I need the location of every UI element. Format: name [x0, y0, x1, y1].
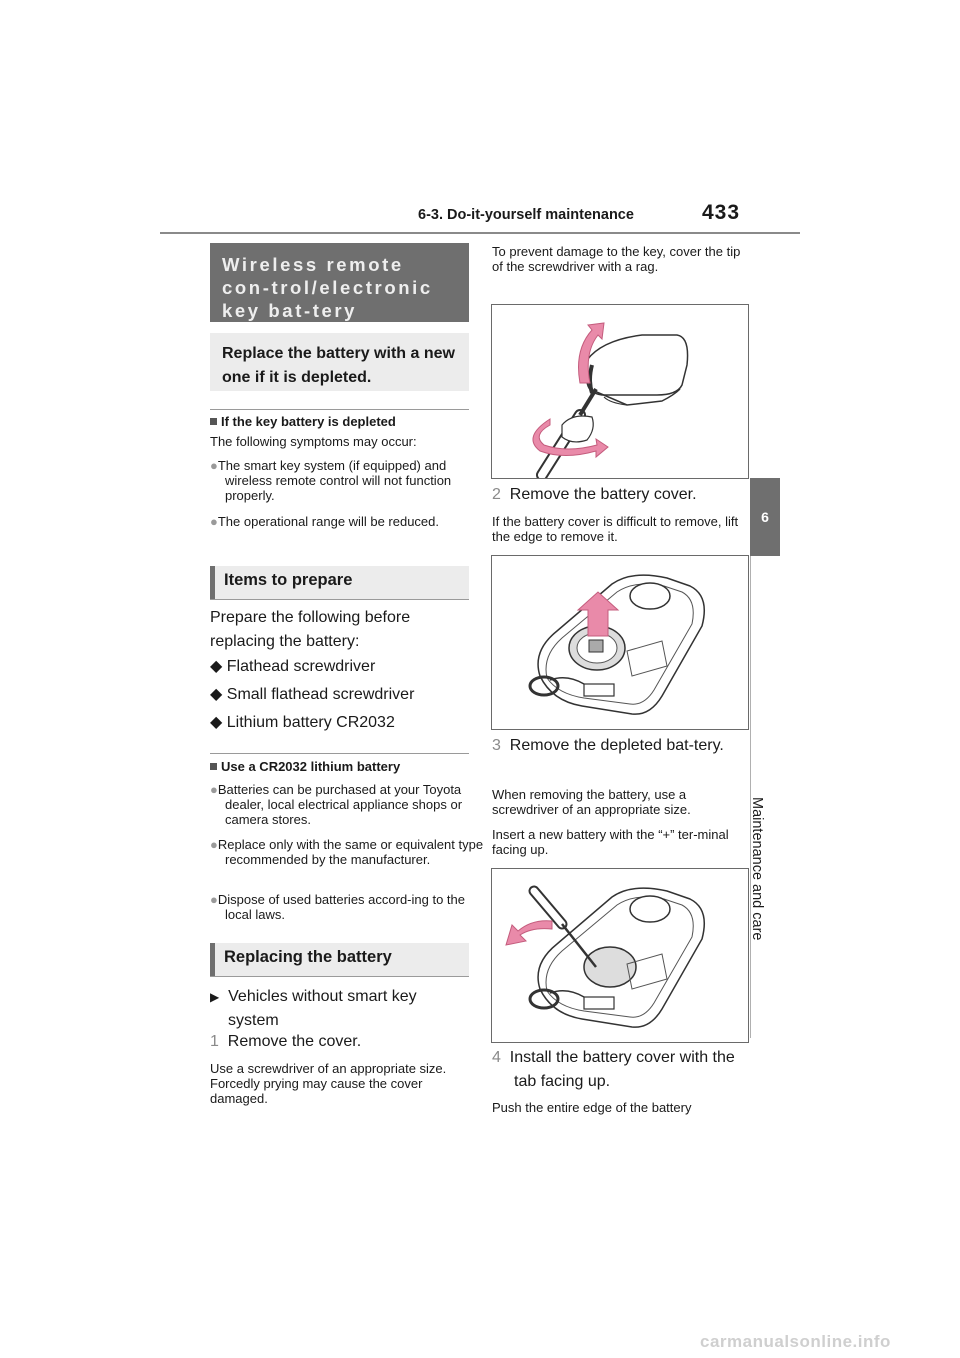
svg-text:carmanualsonline.info: carmanualsonline.info — [700, 1332, 891, 1351]
note-bullet: ●The operational range will be reduced. — [210, 514, 439, 529]
note-bullet: ●Batteries can be purchased at your Toyota dealer, local electrical appliance shops or camera stores. — [210, 782, 463, 827]
note-heading-text: If the key battery is depleted — [221, 414, 396, 429]
step-text: Remove the depleted bat-tery. — [509, 737, 724, 754]
diamond-bullet-icon: ◆ — [210, 658, 223, 675]
square-bullet-icon — [210, 763, 217, 770]
watermark-logo — [700, 1330, 940, 1357]
section-heading-replacing: Replacing the battery — [210, 943, 469, 976]
note-intro: The following symptoms may occur: — [210, 434, 417, 449]
step-text: Remove the cover. — [227, 1033, 362, 1050]
watermark-icon — [700, 1330, 940, 1352]
list-item: ◆ Small flathead screwdriver — [210, 686, 415, 703]
section-heading-items: Items to prepare — [210, 566, 469, 599]
section-heading-rule — [210, 976, 469, 977]
circle-bullet-icon: ● — [210, 514, 218, 529]
vehicle-type-heading: ▶ Vehicles without smart key system — [210, 988, 417, 1029]
note-divider — [210, 753, 469, 754]
note-bullet: ●The smart key system (if equipped) and wireless remote control will not function properly. — [210, 458, 452, 503]
diamond-bullet-icon: ◆ — [210, 714, 223, 731]
section-title: 6-3. Do-it-yourself maintenance — [418, 207, 634, 223]
note-bullet: ●Replace only with the same or equivalent type recommended by the manufacturer. — [210, 837, 484, 867]
section-heading-rule — [210, 599, 469, 600]
note-heading-text: Use a CR2032 lithium battery — [221, 759, 401, 774]
items-intro: Prepare the following before replacing the battery: — [210, 609, 411, 650]
step-number: 4 — [492, 1049, 501, 1066]
circle-bullet-icon: ● — [210, 458, 218, 473]
chapter-number-tab: 6 — [750, 478, 780, 556]
page-number: 433 — [702, 201, 741, 224]
step-2-note: If the battery cover is difficult to remove, lift the edge to remove it. — [492, 514, 739, 544]
step-number: 2 — [492, 486, 501, 503]
figure-remove-cover — [491, 304, 749, 479]
header-rule — [160, 232, 800, 234]
step-text: Remove the battery cover. — [509, 486, 697, 503]
triangle-bullet-icon: ▶ — [210, 990, 220, 1004]
step-text: Install the battery cover with the tab facing up. — [509, 1049, 735, 1090]
topic-subtitle: Replace the battery with a new one if it is depleted. — [210, 333, 469, 391]
diamond-bullet-icon: ◆ — [210, 686, 223, 703]
step-3-note-terminal: Insert a new battery with the “+” ter-minal facing up. — [492, 827, 729, 857]
step-4 — [492, 1046, 742, 1094]
topic-title: Wireless remote con-trol/electronic key bat-tery — [210, 243, 469, 322]
circle-bullet-icon: ● — [210, 782, 218, 797]
step-3 — [492, 734, 732, 758]
tip-rag-note: To prevent damage to the key, cover the tip of the screwdriver with a rag. — [492, 244, 741, 274]
step-1-note: Use a screwdriver of an appropriate size. Forcedly prying may cause the cover damaged. — [210, 1061, 447, 1106]
step-1 — [210, 1030, 361, 1054]
step-3-note-size: When removing the battery, use a screwdriver of an appropriate size. — [492, 787, 691, 817]
note-bullet: ●Dispose of used batteries accord-ing to the local laws. — [210, 892, 465, 922]
chapter-title-vertical: Maintenance and care — [749, 797, 765, 941]
step-4-note: Push the entire edge of the battery — [492, 1100, 692, 1115]
square-bullet-icon — [210, 418, 217, 425]
circle-bullet-icon: ● — [210, 837, 218, 852]
figure-remove-battery-cover — [491, 555, 749, 730]
figure-remove-depleted-battery — [491, 868, 749, 1043]
step-number: 3 — [492, 737, 501, 754]
note-heading-depleted — [210, 414, 396, 429]
list-item: ◆ Lithium battery CR2032 — [210, 714, 395, 731]
step-number: 1 — [210, 1033, 219, 1050]
note-divider — [210, 409, 469, 410]
step-2 — [492, 483, 697, 507]
circle-bullet-icon: ● — [210, 892, 218, 907]
list-item: ◆ Flathead screwdriver — [210, 658, 376, 675]
note-heading-battery — [210, 759, 400, 774]
side-tab-strip — [750, 478, 781, 1038]
